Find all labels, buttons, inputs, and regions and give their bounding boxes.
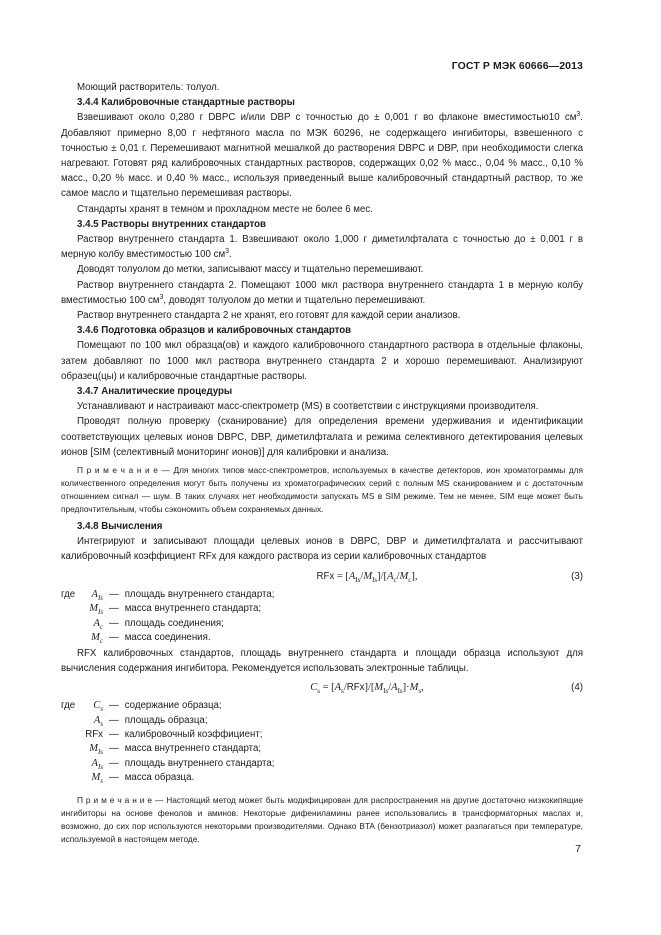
note: П р и м е ч а н и е — Настоящий метод может быть модифицирован для распространения на другие достаточно низкокипящие ингибиторы на основе фенолов и аминов. Некоторые дифениламины ранее использовались в трансформаторных маслах и, возможно, до сих пор используются некоторыми производителями. Однако BTA (бензотриазол) может разлагаться при температуре, используемой в настоящем методе. bbox=[61, 794, 583, 844]
paragraph: Помещают по 100 мкл образца(ов) и каждого калибровочного стандартного раствора в отдельные флаконы, затем добавляют по 1000 мкл раствора внутреннего стандарта 2 и хорошо перемешивают. Анализируют образец(цы) и калибровочные стандартные растворы. bbox=[61, 340, 583, 382]
variable-legend-2: где $C_s$ — содержание образца; $A_s$ — площадь образца; RFx — калибровочный коэффициент; $M_{Is}$ — масса внутреннего стандарта; $A_{Is}$ — площадь внутреннего стандарта; $M_s$ — масса образца. bbox=[61, 700, 275, 786]
document-body bbox=[61, 80, 583, 849]
paragraph: Доводят толуолом до метки, записывают массу и тщательно перемешивают. bbox=[77, 264, 424, 276]
paragraph: Раствор внутреннего стандарта 2 не хранят, его готовят для каждой серии анализов. bbox=[77, 310, 461, 322]
section-heading-3-4-5: 3.4.5 Растворы внутренних стандартов bbox=[77, 218, 267, 230]
page-number: 7 bbox=[575, 843, 581, 855]
section-heading-3-4-8: 3.4.8 Вычисления bbox=[77, 521, 163, 533]
section-heading-3-4-7: 3.4.7 Аналитические процедуры bbox=[77, 386, 233, 398]
variable-legend-1: где $A_{Is}$ — площадь внутреннего стандарта; $M_{Is}$ — масса внутреннего стандарта; $A_c$ — площадь соединения; $M_c$ — масса соединения. bbox=[61, 588, 275, 646]
paragraph: Устанавливают и настраивают масс-спектрометр (MS) в соответствии с инструкциями производителя. bbox=[77, 401, 539, 413]
paragraph: RFX калибровочных стандартов, площадь внутреннего стандарта и площади образца используют для вычисления содержания ингибитора. Рекомендуется использовать электронные таблицы. bbox=[61, 647, 583, 674]
formula-number: (4) bbox=[571, 681, 583, 693]
paragraph: Проводят полную проверку (сканирование) для определения времени удерживания и идентификации соответствующих целевых ионов DBPC, DBP, диметилфталата и режима селективного детектирования целевых ионов [SIM (селективный мониторинг ионов)] для калибровки и анализа. bbox=[61, 416, 583, 458]
paragraph: Раствор внутреннего стандарта 2. Помещают 1000 мкл раствора внутреннего стандарта 1 в мерную колбу вместимостью 100 $см^3$, доводят толуолом до метки и тщательно перемешивают. bbox=[61, 279, 583, 306]
section-heading-3-4-6: 3.4.6 Подготовка образцов и калибровочных стандартов bbox=[77, 325, 352, 337]
section-heading-3-4-4: 3.4.4 Калибровочные стандартные растворы bbox=[77, 97, 295, 109]
formula-3: RFx = $[A_{Is}/M_{Is}]/[A_c/M_c]$, (3) bbox=[316, 570, 583, 584]
formula-number: (3) bbox=[571, 570, 583, 582]
paragraph: Моющий растворитель: толуол. bbox=[77, 82, 220, 93]
paragraph: Интегрируют и записывают площади целевых ионов в DBPC, DBP и диметилфталата и рассчитывают калибровочный коэффициент RFx для каждого раствора из серии калибровочных стандартов bbox=[61, 536, 583, 563]
paragraph: Взвешивают около 0,280 г DBPC и/или DBP с точностью до ± 0,001 г во флаконе вместимостью10 $см^3$. Добавляют примерно 8,00 г нефтяного масла по МЭК 60296, не содержащего ингибиторы, взвешенного с точностью ± 0,01 г. Перемешивают магнитной мешалкой до растворения DBPC и DBP, при необходимости слегка нагревают. Готовят ряд калибровочных стандартных растворов, содержащих 0,02 % масс., 0,04 % масс., 0,10 % масс., 0,20 % масс. и 0,40 % масс., используя приведенный выше калибровочный стандартный раствор, то же самое масло и тщательно перемешивая растворы. bbox=[61, 111, 583, 200]
formula-4: $C_s = [A_s/RFx]/[M_{Is}/A_{Is}]\cdot M_s$, (4) bbox=[310, 681, 583, 696]
note: П р и м е ч а н и е — Для многих типов масс-спектрометров, используемых в качестве детекторов, ион хроматограммы для количественного определения могут быть получены из хроматографических серий с полным MS сканированием и с достаточным отношением сигнал — шум. В таких случаях нет необходимости запускать MS в SIM режиме. Тем не менее, SIM еще может быть предпочтительным, чтобы сэкономить объем сохраняемых данных. bbox=[61, 465, 583, 515]
paragraph: Стандарты хранят в темном и прохладном месте не более 6 мес. bbox=[77, 203, 373, 215]
document-header: ГОСТ Р МЭК 60666—2013 bbox=[451, 60, 583, 72]
paragraph: Раствор внутреннего стандарта 1. Взвешивают около 1,000 г диметилфталата с точностью до ± 0,001 г в мерную колбу вместимостью 100 $см^3$. bbox=[61, 234, 583, 261]
